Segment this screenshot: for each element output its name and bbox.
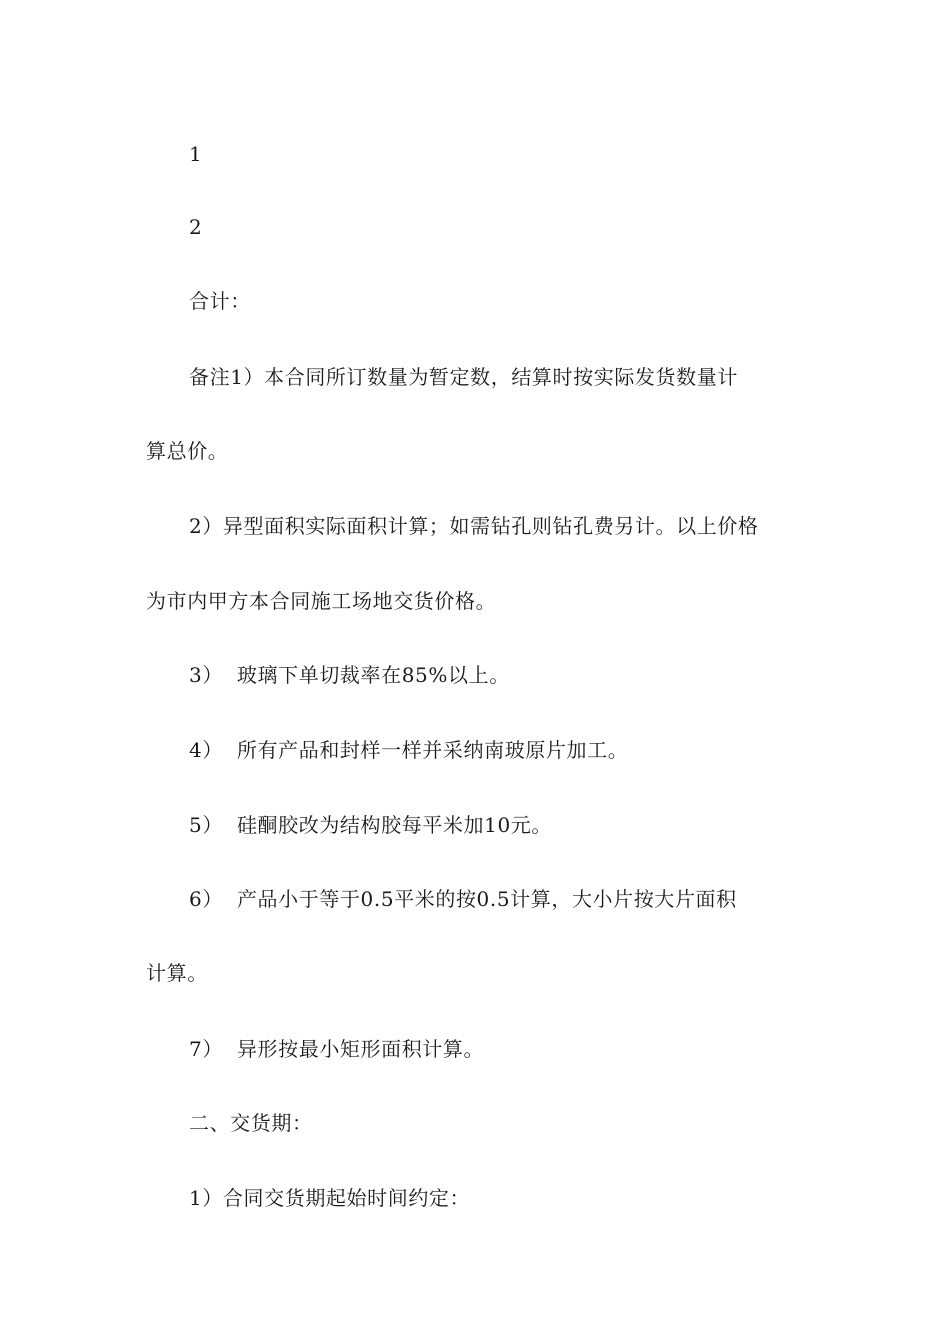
section-heading-text: 二、交货期： <box>189 1111 313 1135</box>
remark-line-1-continued <box>146 439 228 463</box>
table-row-number-1 <box>189 142 202 166</box>
remark-line-5 <box>189 813 552 837</box>
remark-line-7 <box>189 1037 484 1061</box>
total-label-text: 合计： <box>189 289 251 313</box>
list-number: 4） <box>189 738 223 762</box>
remark-text: 2）异型面积实际面积计算；如需钻孔则钻孔费另计。以上价格 <box>189 514 759 538</box>
remark-line-2-continued <box>146 589 496 613</box>
remark-line-1 <box>189 365 738 389</box>
row-number-text: 1 <box>189 142 203 166</box>
remark-text: 异形按最小矩形面积计算。 <box>236 1037 485 1061</box>
section-heading-delivery <box>189 1111 313 1135</box>
list-number: 6） <box>189 887 223 911</box>
table-row-number-2 <box>189 215 202 239</box>
remark-line-6-continued <box>146 961 208 985</box>
row-number-text: 2 <box>189 215 203 239</box>
remark-line-4 <box>189 738 628 762</box>
list-number: 5） <box>189 813 223 837</box>
delivery-clause-1 <box>189 1186 470 1210</box>
remark-line-3 <box>189 663 510 687</box>
remark-line-6 <box>189 887 737 911</box>
remark-text: 玻璃下单切裁率在85%以上。 <box>236 663 510 687</box>
remark-text: 硅酮胶改为结构胶每平米加10元。 <box>236 813 552 837</box>
remark-text: 产品小于等于0.5平米的按0.5计算，大小片按大片面积 <box>236 887 737 911</box>
remark-text: 备注1）本合同所订数量为暂定数，结算时按实际发货数量计 <box>189 365 738 389</box>
list-number: 3） <box>189 663 223 687</box>
remark-line-2 <box>189 514 759 538</box>
total-label <box>189 289 251 313</box>
remark-text: 所有产品和封样一样并采纳南玻原片加工。 <box>236 738 629 762</box>
remark-text: 为市内甲方本合同施工场地交货价格。 <box>146 589 497 613</box>
list-number: 7） <box>189 1037 223 1061</box>
remark-text: 算总价。 <box>146 439 229 463</box>
remark-text: 计算。 <box>146 961 208 985</box>
clause-text: 1）合同交货期起始时间约定： <box>189 1186 471 1210</box>
